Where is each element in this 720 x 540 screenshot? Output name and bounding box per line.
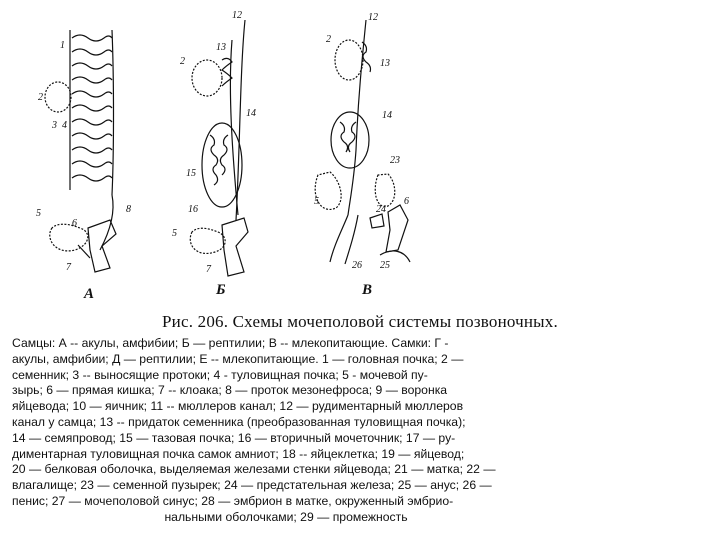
caption-line: влагалище; 23 — семенной пузырек; 24 — предстательная железа; 25 — анус; 26 — (12, 478, 492, 493)
panel-a-drawing (45, 30, 116, 272)
label-c-6: 6 (404, 196, 409, 207)
label-b-12: 12 (232, 10, 242, 21)
label-c-24: 24 (376, 204, 386, 215)
caption-body (12, 336, 560, 526)
label-b-14: 14 (246, 108, 256, 119)
label-c-2: 2 (326, 34, 331, 45)
caption-line: 14 — семяпровод; 15 — тазовая почка; 16 — вторичный мочеточник; 17 — ру- (12, 430, 456, 445)
caption-line: акулы, амфибии; Д — рептилии; Е -- млекопитающие. 1 — головная почка; 2 — (12, 351, 464, 366)
label-b-13: 13 (216, 42, 226, 53)
caption-line: семенник; 3 -- выносящие протоки; 4 - туловищная почка; 5 - мочевой пу- (12, 367, 428, 382)
label-a-4: 4 (62, 120, 67, 131)
caption-line: зырь; 6 — прямая кишка; 7 -- клоака; 8 — проток мезонефроса; 9 — воронка (12, 383, 448, 398)
label-a-1: 1 (60, 40, 65, 51)
label-c-14: 14 (382, 110, 392, 121)
label-c-5: 5 (314, 196, 319, 207)
label-a-5: 5 (36, 208, 41, 219)
caption-line: диментарная туловищная почка самок амниот; 18 -- яйцеклетка; 19 — яйцевод; (12, 446, 465, 461)
label-a-8: 8 (126, 204, 131, 215)
label-c-25: 25 (380, 260, 390, 271)
label-b-15: 15 (186, 168, 196, 179)
label-c-23: 23 (390, 155, 400, 166)
caption-line: яйцевода; 10 — яичник; 11 -- мюллеров канал; 12 — рудиментарный мюллеров (12, 399, 464, 414)
label-b-5: 5 (172, 228, 177, 239)
panel-letter-b: Б (216, 282, 226, 298)
panel-b-drawing (190, 20, 248, 276)
label-b-2: 2 (180, 56, 185, 67)
caption-line: Самцы: А -- акулы, амфибии; Б — рептилии; В -- млекопитающие. Самки: Г - (12, 336, 449, 350)
label-a-7: 7 (66, 262, 71, 273)
label-b-16: 16 (188, 204, 198, 215)
caption-line: пенис; 27 — мочеполовой синус; 28 — эмбрион в матке, окруженный эмбрио- (12, 493, 454, 508)
caption-title: Рис. 206. Схемы мочеполовой системы позвоночных. (162, 312, 558, 331)
label-c-12: 12 (368, 12, 378, 23)
label-a-6: 6 (72, 218, 77, 229)
caption-line: канал у самца; 13 -- придаток семенника (преобразованная туловищная почка); (12, 414, 466, 429)
label-b-7: 7 (206, 264, 211, 275)
label-c-13: 13 (380, 58, 390, 69)
panel-c-drawing (315, 20, 410, 264)
label-a-3: 3 (52, 120, 57, 131)
caption-line: 20 — белковая оболочка, выделяемая железами стенки яйцевода; 21 — матка; 22 — (12, 462, 496, 477)
panel-letter-c: В (362, 282, 373, 298)
panel-letter-a: А (84, 286, 95, 302)
label-a-2: 2 (38, 92, 43, 103)
caption-line: нальными оболочками; 29 — промежность (164, 509, 408, 524)
label-c-26: 26 (352, 260, 362, 271)
